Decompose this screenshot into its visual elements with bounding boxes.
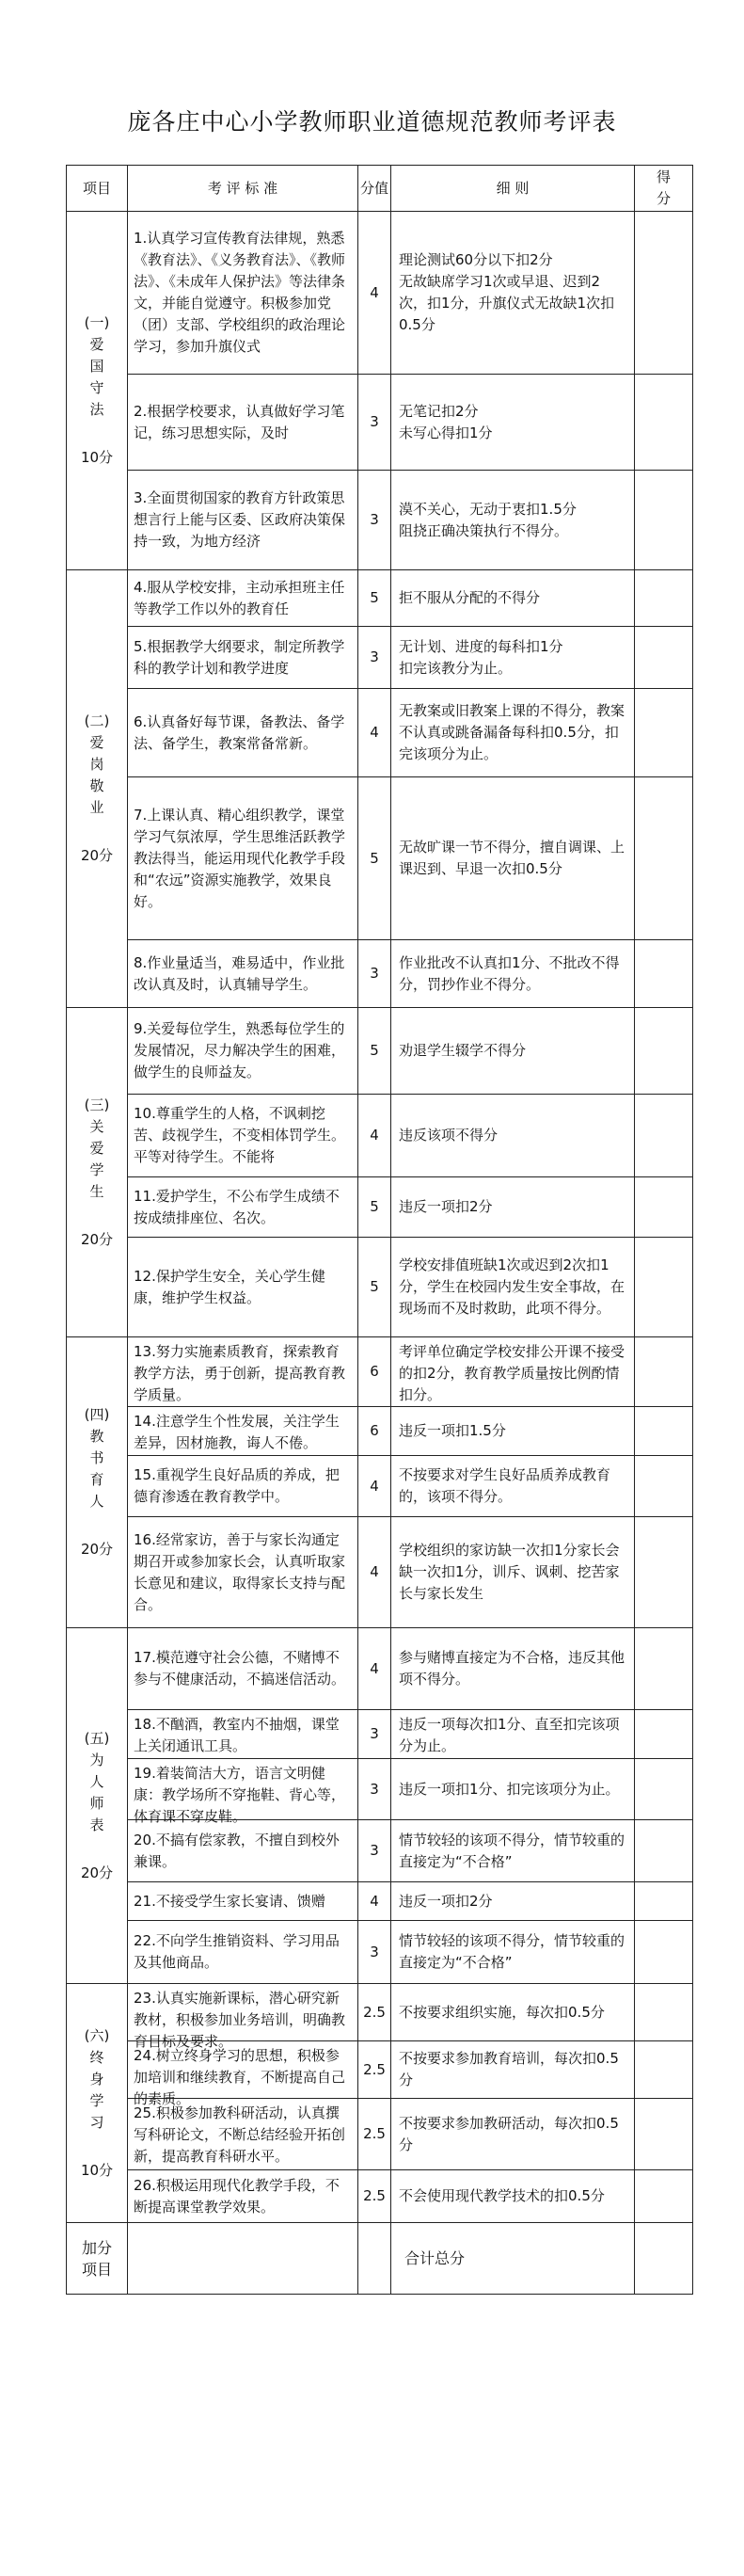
category-score: 10分 bbox=[80, 449, 114, 466]
category-number: (三) bbox=[84, 1096, 110, 1113]
detail-cell bbox=[391, 1456, 635, 1517]
standard-cell bbox=[128, 1456, 358, 1517]
table-row bbox=[67, 570, 693, 627]
detail-cell bbox=[391, 1921, 635, 1984]
score-cell: 5 bbox=[358, 777, 391, 940]
category-name-char: 关 bbox=[89, 1117, 104, 1135]
got-score-cell[interactable] bbox=[635, 1710, 693, 1759]
got-score-cell[interactable] bbox=[635, 1820, 693, 1882]
standard-cell bbox=[128, 1820, 358, 1882]
score-cell: 3 bbox=[358, 627, 391, 689]
category-name-char: 业 bbox=[89, 799, 104, 816]
standard-text: 14.注意学生个性发展，关注学生差异，因材施教，诲人不倦。 bbox=[134, 1413, 340, 1451]
score-cell: 4 bbox=[358, 1456, 391, 1517]
got-score-cell[interactable] bbox=[635, 1759, 693, 1820]
got-score-cell[interactable] bbox=[635, 2170, 693, 2223]
detail-cell bbox=[391, 1008, 635, 1095]
total-score-cell[interactable] bbox=[635, 2223, 693, 2295]
standard-text: 6.认真备好每节课，备教法、备学法、备学生，教案常备常新。 bbox=[134, 712, 345, 752]
score-cell: 2.5 bbox=[358, 2170, 391, 2223]
standard-text: 11.爱护学生，不公布学生成绩不按成绩排座位、名次。 bbox=[134, 1187, 340, 1226]
table-row bbox=[67, 940, 693, 1008]
category-score: 20分 bbox=[80, 1864, 114, 1881]
table-row bbox=[67, 1628, 693, 1710]
table-row bbox=[67, 1407, 693, 1456]
score-cell: 3 bbox=[358, 375, 391, 471]
standard-cell bbox=[128, 2041, 358, 2107]
category-name bbox=[67, 732, 127, 819]
detail-text: 劝退学生辍学不得分 bbox=[399, 1042, 527, 1059]
detail-cell bbox=[391, 1407, 635, 1456]
got-score-cell[interactable] bbox=[635, 212, 693, 375]
detail-text: 违反一项扣2分 bbox=[399, 1198, 493, 1215]
score-cell: 5 bbox=[358, 1238, 391, 1337]
detail-text: 无笔记扣2分 未写心得扣1分 bbox=[399, 402, 493, 441]
detail-text: 无故旷课一节不得分，擅自调课、上课迟到、早退一次扣0.5分 bbox=[399, 839, 625, 877]
table-row bbox=[67, 212, 693, 375]
got-score-cell[interactable] bbox=[635, 570, 693, 627]
standard-text: 1.认真学习宣传教育法律规，熟悉《教育法》、《义务教育法》、《教师法》、《未成年人保护法》等法律条文，并能自觉遵守。积极参加党（团）支部、学校组织的政治理论学习，参加升旗仪式 bbox=[134, 230, 346, 355]
standard-text: 8.作业量适当，难易适中，作业批改认真及时，认真辅导学生。 bbox=[134, 953, 345, 993]
got-score-cell[interactable] bbox=[635, 1407, 693, 1456]
standard-text: 19.着装简洁大方，语言文明健康：教学场所不穿拖鞋、背心等，体育课不穿皮鞋。 bbox=[134, 1765, 346, 1825]
bonus-label: 加分 项目 bbox=[67, 2223, 128, 2295]
header-score: 分值 bbox=[358, 166, 391, 212]
table-row bbox=[67, 1984, 693, 2041]
table-row bbox=[67, 471, 693, 570]
standard-text: 21.不接受学生家长宴请、馈赠 bbox=[134, 1892, 325, 1910]
detail-cell bbox=[391, 1710, 635, 1759]
category-name-char: 岗 bbox=[89, 756, 104, 773]
detail-text: 学校安排值班缺1次或迟到2次扣1分，学生在校园内发生安全事故，在现场而不及时救助，此项不得分。 bbox=[399, 1256, 625, 1317]
got-score-cell[interactable] bbox=[635, 1517, 693, 1628]
table-row bbox=[67, 777, 693, 940]
score-cell: 5 bbox=[358, 1008, 391, 1095]
standard-text: 24.树立终身学习的思想，积极参加培训和继续教育，不断提高自己的素质。 bbox=[134, 2047, 346, 2107]
standard-text: 22.不向学生推销资料、学习用品及其他商品。 bbox=[134, 1932, 340, 1971]
score-cell: 6 bbox=[358, 1337, 391, 1407]
score-cell: 5 bbox=[358, 1177, 391, 1238]
standard-text: 16.经常家访，善于与家长沟通定期召开或参加家长会，认真听取家长意见和建议，取得家长支持与配合。 bbox=[134, 1530, 346, 1613]
got-score-cell[interactable] bbox=[635, 1984, 693, 2041]
standard-cell bbox=[128, 1921, 358, 1984]
header-detail: 细 则 bbox=[391, 166, 635, 212]
got-score-cell[interactable] bbox=[635, 1008, 693, 1095]
standard-cell bbox=[128, 940, 358, 1008]
score-cell: 3 bbox=[358, 1921, 391, 1984]
got-score-cell[interactable] bbox=[635, 2041, 693, 2099]
category-name bbox=[67, 334, 127, 421]
got-score-cell[interactable] bbox=[635, 689, 693, 777]
detail-cell bbox=[391, 570, 635, 627]
score-cell: 3 bbox=[358, 471, 391, 570]
table-row bbox=[67, 1710, 693, 1759]
detail-text: 不按要求对学生良好品质养成教育的，该项不得分。 bbox=[399, 1466, 611, 1505]
standard-cell bbox=[128, 1710, 358, 1759]
category-number: (五) bbox=[84, 1729, 110, 1747]
standard-cell bbox=[128, 689, 358, 777]
standard-text: 17.模范遵守社会公德，不赌博不参与不健康活动，不搞迷信活动。 bbox=[134, 1649, 346, 1688]
category-number: (一) bbox=[84, 314, 110, 331]
score-cell: 3 bbox=[358, 1759, 391, 1820]
total-label: 合计总分 bbox=[391, 2223, 635, 2295]
detail-text: 不会使用现代教学技术的扣0.5分 bbox=[399, 2187, 605, 2204]
got-score-cell[interactable] bbox=[635, 375, 693, 471]
detail-text: 违反该项不得分 bbox=[399, 1127, 499, 1144]
category-name-char: 守 bbox=[89, 379, 104, 396]
got-score-cell[interactable] bbox=[635, 777, 693, 940]
detail-cell bbox=[391, 940, 635, 1008]
standard-text: 26.积极运用现代化教学手段，不断提高课堂教学效果。 bbox=[134, 2176, 340, 2216]
category-name-char: 学 bbox=[89, 1160, 104, 1178]
category-name-char: 生 bbox=[89, 1182, 104, 1200]
standard-text: 7.上课认真、精心组织教学，课堂学习气氛浓厚，学生思维活跃教学教法得当，能运用现代化教学手段和“农远”资源实施教学，效果良好。 bbox=[134, 806, 346, 910]
standard-text: 9.关爱每位学生，熟悉每位学生的发展情况，尽力解决学生的困难，做学生的良师益友。 bbox=[134, 1020, 346, 1080]
detail-cell bbox=[391, 1337, 635, 1407]
page-title: 庞各庄中心小学教师职业道德规范教师考评表 bbox=[127, 108, 617, 136]
detail-text: 拒不服从分配的不得分 bbox=[399, 589, 541, 606]
table-row bbox=[67, 1177, 693, 1238]
table-row bbox=[67, 1820, 693, 1882]
detail-cell bbox=[391, 375, 635, 471]
detail-text: 情节较轻的该项不得分，情节较重的直接定为“不合格” bbox=[399, 1831, 625, 1870]
category-cell bbox=[67, 1008, 128, 1337]
score-cell: 5 bbox=[358, 570, 391, 627]
category-name bbox=[67, 1426, 127, 1512]
score-cell: 4 bbox=[358, 689, 391, 777]
detail-text: 违反一项每次扣1分、直至扣完该项分为止。 bbox=[399, 1716, 620, 1754]
detail-cell bbox=[391, 1882, 635, 1921]
detail-cell bbox=[391, 1759, 635, 1820]
detail-text: 无计划、进度的每科扣1分 扣完该教分为止。 bbox=[399, 637, 563, 677]
table-row bbox=[67, 627, 693, 689]
category-name bbox=[67, 1116, 127, 1203]
standard-text: 25.积极参加教科研活动，认真撰写科研论文，不断总结经验开拓创新，提高教育科研水平。 bbox=[134, 2104, 346, 2165]
standard-cell bbox=[128, 777, 358, 940]
standard-text: 3.全面贯彻国家的教育方针政策思想言行上能与区委、区政府决策保持一致，为地方经济 bbox=[134, 489, 346, 550]
table-row bbox=[67, 2099, 693, 2170]
category-cell bbox=[67, 1628, 128, 1984]
standard-text: 23.认真实施新课标，潜心研究新教材，积极参加业务培训，明确教育目标及要求。 bbox=[134, 1990, 346, 2050]
standard-text: 18.不酗酒，教室内不抽烟，课堂上关闭通讯工具。 bbox=[134, 1716, 340, 1754]
table-row bbox=[67, 375, 693, 471]
header-got: 得 分 bbox=[635, 166, 693, 212]
table-row bbox=[67, 2170, 693, 2223]
header-standard: 考 评 标 准 bbox=[128, 166, 358, 212]
detail-text: 理论测试60分以下扣2分 无故缺席学习1次或早退、迟到2次，扣1分，升旗仪式无故缺1次扣0.5分 bbox=[399, 251, 615, 333]
detail-cell bbox=[391, 471, 635, 570]
detail-text: 学校组织的家访缺一次扣1分家长会缺一次扣1分，训斥、讽刺、挖苦家长与家长发生 bbox=[399, 1542, 620, 1602]
standard-cell bbox=[128, 1337, 358, 1407]
category-name-char: 身 bbox=[89, 2070, 104, 2088]
standard-cell bbox=[128, 1759, 358, 1825]
detail-cell bbox=[391, 1820, 635, 1882]
table-row bbox=[67, 1337, 693, 1407]
detail-cell bbox=[391, 1177, 635, 1238]
table-row bbox=[67, 1882, 693, 1921]
category-name-char: 法 bbox=[89, 401, 104, 418]
got-score-cell[interactable] bbox=[635, 1337, 693, 1407]
got-score-cell[interactable] bbox=[635, 471, 693, 570]
got-score-cell[interactable] bbox=[635, 2099, 693, 2170]
got-score-cell[interactable] bbox=[635, 1238, 693, 1337]
bonus-standard-cell[interactable] bbox=[128, 2223, 358, 2295]
standard-cell bbox=[128, 2170, 358, 2223]
detail-cell bbox=[391, 1984, 635, 2041]
score-cell: 4 bbox=[358, 212, 391, 375]
standard-cell bbox=[128, 1517, 358, 1628]
category-score: 20分 bbox=[80, 1541, 114, 1558]
bonus-score-cell[interactable] bbox=[358, 2223, 391, 2295]
category-name-char: 敬 bbox=[89, 777, 104, 794]
standard-text: 15.重视学生良好品质的养成，把德育渗透在教育教学中。 bbox=[134, 1466, 340, 1505]
score-cell: 2.5 bbox=[358, 2041, 391, 2099]
detail-cell bbox=[391, 212, 635, 375]
detail-cell bbox=[391, 777, 635, 940]
table-row bbox=[67, 2041, 693, 2099]
category-number: (二) bbox=[84, 712, 110, 729]
table-row bbox=[67, 1238, 693, 1337]
score-cell: 4 bbox=[358, 1628, 391, 1710]
got-score-cell[interactable] bbox=[635, 1095, 693, 1177]
detail-text: 违反一项扣1.5分 bbox=[399, 1422, 506, 1439]
detail-cell bbox=[391, 2170, 635, 2223]
standard-cell bbox=[128, 1628, 358, 1710]
table-row bbox=[67, 1517, 693, 1628]
standard-cell bbox=[128, 570, 358, 627]
got-score-cell[interactable] bbox=[635, 1882, 693, 1921]
got-score-cell[interactable] bbox=[635, 1456, 693, 1517]
category-name-char: 教 bbox=[89, 1428, 104, 1445]
category-score: 20分 bbox=[80, 1230, 114, 1248]
category-name-char: 爱 bbox=[89, 336, 104, 353]
detail-text: 参与赌博直接定为不合格，违反其他项不得分。 bbox=[399, 1649, 625, 1688]
score-cell: 4 bbox=[358, 1517, 391, 1628]
category-cell bbox=[67, 570, 128, 1008]
standard-cell bbox=[128, 1984, 358, 2050]
score-cell: 6 bbox=[358, 1407, 391, 1456]
detail-text: 情节较轻的该项不得分，情节较重的直接定为“不合格” bbox=[399, 1932, 625, 1971]
standard-cell bbox=[128, 212, 358, 375]
category-cell bbox=[67, 1337, 128, 1628]
category-name-char: 师 bbox=[89, 1794, 104, 1812]
got-score-cell[interactable] bbox=[635, 1177, 693, 1238]
score-cell: 4 bbox=[358, 1882, 391, 1921]
standard-cell bbox=[128, 1095, 358, 1177]
category-name-char: 育 bbox=[89, 1471, 104, 1488]
detail-text: 不按要求参加教研活动，每次扣0.5分 bbox=[399, 2114, 619, 2153]
table-row bbox=[67, 1456, 693, 1517]
standard-cell bbox=[128, 1407, 358, 1456]
category-name-char: 人 bbox=[89, 1772, 104, 1790]
category-score: 10分 bbox=[80, 2161, 114, 2179]
detail-text: 作业批改不认真扣1分、不批改不得分，罚抄作业不得分。 bbox=[399, 953, 620, 993]
category-name-char: 爱 bbox=[89, 1139, 104, 1157]
got-score-cell[interactable] bbox=[635, 627, 693, 689]
standard-text: 13.努力实施素质教育，探索教育教学方法，勇于创新，提高教育教学质量。 bbox=[134, 1343, 346, 1403]
category-name bbox=[67, 2047, 127, 2134]
detail-cell bbox=[391, 689, 635, 777]
detail-cell bbox=[391, 2041, 635, 2099]
standard-cell bbox=[128, 2099, 358, 2170]
detail-cell bbox=[391, 1238, 635, 1337]
category-name-char: 习 bbox=[89, 2113, 104, 2131]
got-score-cell[interactable] bbox=[635, 1921, 693, 1984]
standard-text: 2.根据学校要求，认真做好学习笔记，练习思想实际，及时 bbox=[134, 402, 345, 441]
score-cell: 3 bbox=[358, 1710, 391, 1759]
standard-text: 5.根据教学大纲要求，制定所教学科的教学计划和教学进度 bbox=[134, 637, 345, 677]
standard-cell bbox=[128, 1882, 358, 1921]
category-name-char: 书 bbox=[89, 1449, 104, 1466]
table-row bbox=[67, 1759, 693, 1820]
category-name-char: 终 bbox=[89, 2048, 104, 2066]
category-name-char: 国 bbox=[89, 358, 104, 375]
category-name-char: 学 bbox=[89, 2091, 104, 2109]
category-name-char: 人 bbox=[89, 1493, 104, 1510]
score-cell: 3 bbox=[358, 940, 391, 1008]
standard-cell bbox=[128, 471, 358, 570]
got-score-cell[interactable] bbox=[635, 940, 693, 1008]
category-score: 20分 bbox=[80, 847, 114, 864]
score-cell: 3 bbox=[358, 1820, 391, 1882]
category-cell bbox=[67, 212, 128, 570]
detail-cell bbox=[391, 1095, 635, 1177]
standard-text: 10.尊重学生的人格，不讽刺挖苦、歧视学生，不变相体罚学生。平等对待学生。不能将 bbox=[134, 1105, 346, 1165]
table-row bbox=[67, 1921, 693, 1984]
category-cell bbox=[67, 1984, 128, 2223]
detail-text: 不按要求参加教育培训，每次扣0.5分 bbox=[399, 2050, 619, 2088]
header-item: 项目 bbox=[67, 166, 128, 212]
score-cell: 4 bbox=[358, 1095, 391, 1177]
header-row bbox=[67, 166, 693, 212]
standard-text: 12.保护学生安全，关心学生健康，维护学生权益。 bbox=[134, 1267, 325, 1306]
detail-text: 违反一项扣1分、扣完该项分为止。 bbox=[399, 1780, 620, 1798]
standard-text: 4.服从学校安排，主动承担班主任等教学工作以外的教育任 bbox=[134, 578, 345, 617]
table-row bbox=[67, 1008, 693, 1095]
category-number: (四) bbox=[84, 1406, 110, 1423]
detail-text: 无教案或旧教案上课的不得分，教案不认真或跳备漏备每科扣0.5分，扣完该项分为止。 bbox=[399, 702, 625, 762]
standard-cell bbox=[128, 1008, 358, 1095]
score-cell: 2.5 bbox=[358, 1984, 391, 2041]
detail-cell bbox=[391, 1628, 635, 1710]
category-name bbox=[67, 1750, 127, 1836]
detail-cell bbox=[391, 1517, 635, 1628]
evaluation-table bbox=[66, 165, 693, 2295]
table-row bbox=[67, 1095, 693, 1177]
detail-text: 不按要求组织实施，每次扣0.5分 bbox=[399, 2003, 605, 2021]
category-name-char: 表 bbox=[89, 1816, 104, 1833]
detail-cell bbox=[391, 2099, 635, 2170]
category-number: (六) bbox=[84, 2026, 110, 2044]
detail-text: 漠不关心，无动于衷扣1.5分 阻挠正确决策执行不得分。 bbox=[399, 500, 577, 539]
score-cell: 2.5 bbox=[358, 2099, 391, 2170]
standard-text: 20.不搞有偿家教，不擅自到校外兼课。 bbox=[134, 1831, 340, 1870]
standard-cell bbox=[128, 375, 358, 471]
standard-cell bbox=[128, 627, 358, 689]
detail-cell bbox=[391, 627, 635, 689]
detail-text: 考评单位确定学校安排公开课不接受的扣2分，教育教学质量按比例酌情扣分。 bbox=[399, 1343, 625, 1403]
category-name-char: 爱 bbox=[89, 734, 104, 751]
footer-row bbox=[67, 2223, 693, 2295]
detail-text: 违反一项扣2分 bbox=[399, 1892, 493, 1910]
table-row bbox=[67, 689, 693, 777]
category-name-char: 为 bbox=[89, 1751, 104, 1768]
standard-cell bbox=[128, 1177, 358, 1238]
got-score-cell[interactable] bbox=[635, 1628, 693, 1710]
standard-cell bbox=[128, 1238, 358, 1337]
